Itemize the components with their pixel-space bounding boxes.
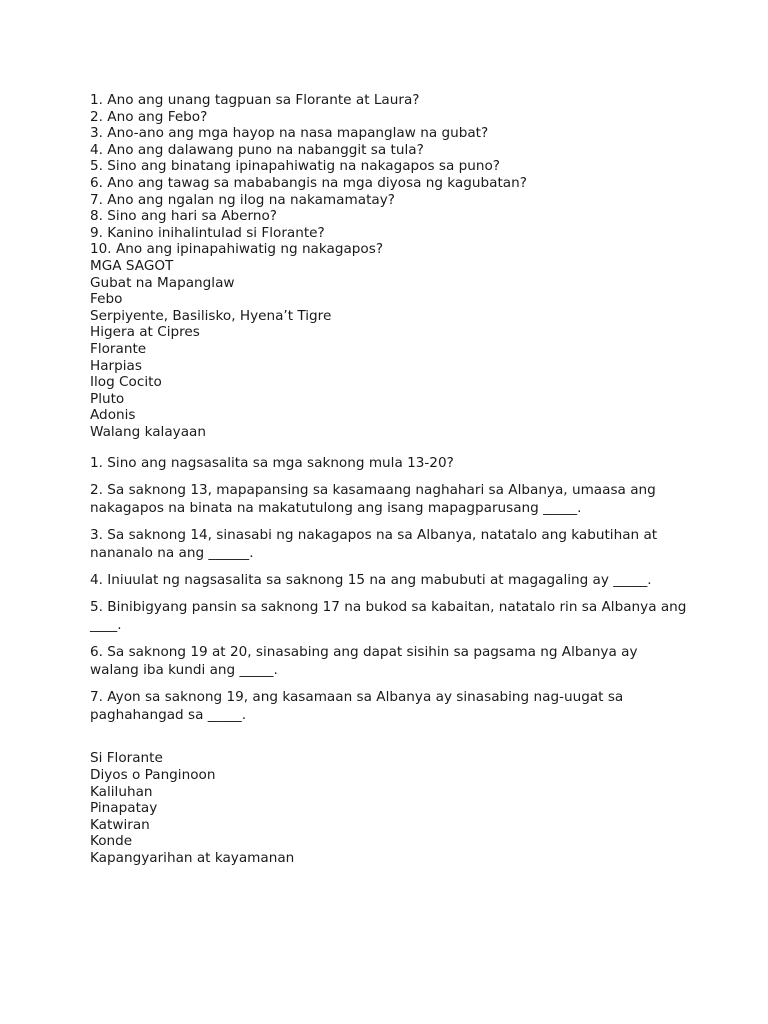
answer-item: Diyos o Panginoon <box>90 767 216 784</box>
document-page <box>90 92 690 867</box>
answer-item: Pinapatay <box>90 800 158 817</box>
answer-item: Pluto <box>90 390 125 407</box>
answer-item: Katwiran <box>90 816 150 833</box>
answer-item: Walang kalayaan <box>90 423 206 440</box>
question-item: 5. Sino ang binatang ipinapahiwatig na nakagapos sa puno? <box>90 158 501 175</box>
fill-in-answers-list <box>90 750 690 866</box>
answer-item: Kaliluhan <box>90 783 153 800</box>
answer-item: Florante <box>90 340 147 357</box>
answer-item: Harpias <box>90 357 142 374</box>
question-paragraph: 1. Sino ang nagsasalita sa mga saknong mula 13-20? <box>90 455 454 472</box>
fill-in-questions-list <box>90 454 690 724</box>
question-item: 10. Ano ang ipinapahiwatig ng nakagapos? <box>90 241 384 258</box>
question-item: 6. Ano ang tawag sa mababangis na mga diyosa ng kagubatan? <box>90 174 527 191</box>
answers-list <box>90 258 690 441</box>
answer-item: Serpiyente, Basilisko, Hyena’t Tigre <box>90 307 332 324</box>
question-item: 3. Ano-ano ang mga hayop na nasa mapanglaw na gubat? <box>90 125 489 142</box>
question-item: 7. Ano ang ngalan ng ilog na nakamamatay? <box>90 191 395 208</box>
question-paragraph: 2. Sa saknong 13, mapapansing sa kasamaang naghahari sa Albanya, umaasa ang nakagapos na binata na makatutulong ang isang mapagparusang _____. <box>90 482 656 517</box>
question-item: 9. Kanino inihalintulad si Florante? <box>90 224 325 241</box>
answer-item: Si Florante <box>90 750 163 767</box>
answer-item: Kapangyarihan at kayamanan <box>90 850 295 867</box>
answer-item: Higera at Cipres <box>90 324 200 341</box>
question-paragraph: 3. Sa saknong 14, sinasabi ng nakagapos na sa Albanya, natatalo ang kabutihan at nananalo na ang ______. <box>90 527 658 562</box>
answer-item: Gubat na Mapanglaw <box>90 274 235 291</box>
question-item: 4. Ano ang dalawang puno na nabanggit sa tula? <box>90 141 424 158</box>
answer-item: Febo <box>90 291 123 308</box>
question-paragraph: 5. Binibigyang pansin sa saknong 17 na bukod sa kabaitan, natatalo rin sa Albanya ang ____. <box>90 599 687 634</box>
quiz-questions-list <box>90 92 690 258</box>
question-paragraph: 7. Ayon sa saknong 19, ang kasamaan sa Albanya ay sinasabing nag-uugat sa paghahangad sa _____. <box>90 689 624 724</box>
answers-heading: MGA SAGOT <box>90 257 174 274</box>
question-item: 8. Sino ang hari sa Aberno? <box>90 208 278 225</box>
answer-item: Adonis <box>90 407 136 424</box>
question-item: 1. Ano ang unang tagpuan sa Florante at Laura? <box>90 92 420 108</box>
question-item: 2. Ano ang Febo? <box>90 108 208 125</box>
question-paragraph: 4. Iniuulat ng nagsasalita sa saknong 15 na ang mabubuti at magagaling ay _____. <box>90 572 652 589</box>
question-paragraph: 6. Sa saknong 19 at 20, sinasabing ang dapat sisihin sa pagsama ng Albanya ay walang iba kundi ang _____. <box>90 644 638 679</box>
answer-item: Ilog Cocito <box>90 374 162 391</box>
answer-item: Konde <box>90 833 133 850</box>
